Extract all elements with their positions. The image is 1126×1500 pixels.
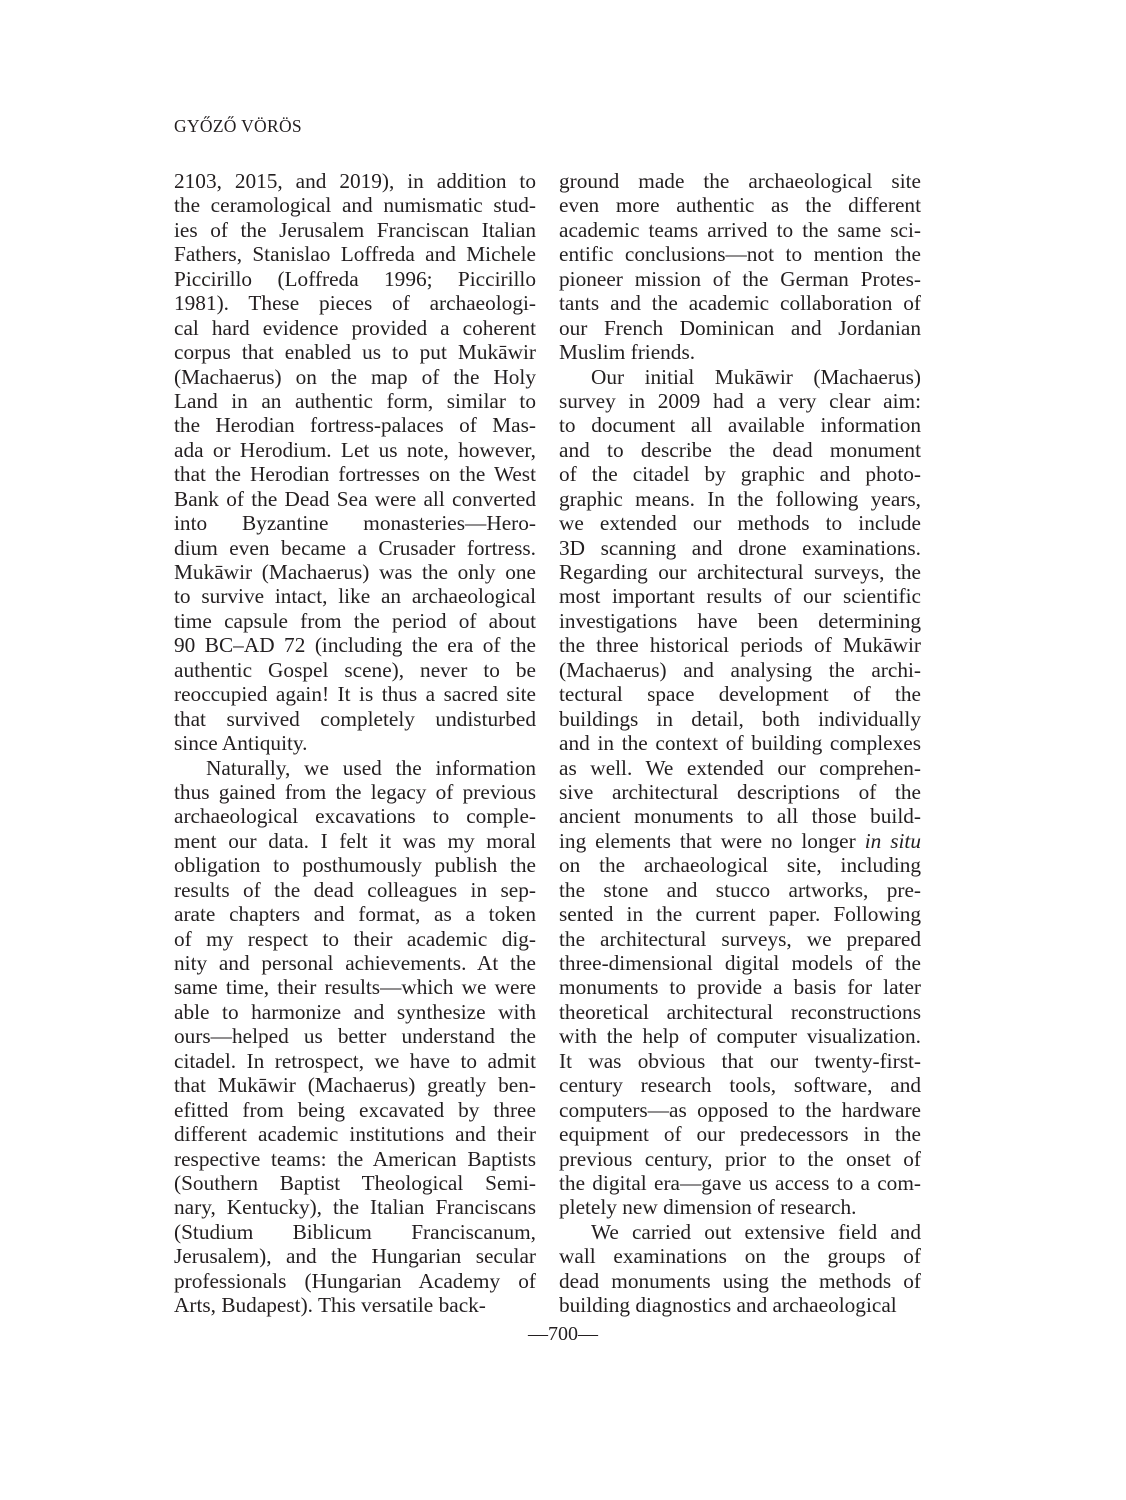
- text-line: citadel. In retrospect, we have to admit: [174, 1048, 536, 1073]
- right-column: [559, 169, 921, 1318]
- text-line: building diagnostics and archaeological: [559, 1293, 897, 1318]
- text-line: Muslim friends.: [559, 340, 696, 365]
- text-line: able to harmonize and synthesize with: [174, 999, 536, 1024]
- text-line: Our initial Mukāwir (Machaerus): [591, 364, 921, 389]
- text-line: pletely new dimension of research.: [559, 1195, 857, 1220]
- text-line: same time, their results—which we were: [174, 975, 536, 1000]
- text-line: our French Dominican and Jordanian: [559, 315, 921, 340]
- text-line: theoretical architectural reconstructions: [559, 999, 921, 1024]
- text-line: tectural space development of the: [559, 682, 921, 707]
- text-line: pioneer mission of the German Protes-: [559, 266, 921, 291]
- page-number: —700—: [528, 1323, 598, 1345]
- text-line: ment our data. I felt it was my moral: [174, 828, 536, 853]
- text-line: It was obvious that our twenty-first-: [559, 1048, 921, 1073]
- text-line: survey in 2009 had a very clear aim:: [559, 388, 921, 413]
- text-line: thus gained from the legacy of previous: [174, 779, 536, 804]
- text-line: of the citadel by graphic and photo-: [559, 462, 921, 487]
- text-line: 90 BC–AD 72 (including the era of the: [174, 633, 536, 658]
- text-line: ours—helped us better understand the: [174, 1024, 536, 1049]
- text-line: 1981). These pieces of archaeologi-: [174, 291, 536, 316]
- text-line: obligation to posthumously publish the: [174, 853, 536, 878]
- text-line: to document all available information: [559, 413, 921, 438]
- running-head-author: GYŐZŐ VÖRÖS: [174, 116, 302, 136]
- text-line: (Southern Baptist Theological Semi-: [174, 1170, 536, 1195]
- text-line: Bank of the Dead Sea were all converted: [174, 486, 536, 511]
- text-line: cal hard evidence provided a coherent: [174, 315, 536, 340]
- text-line: sive architectural descriptions of the: [559, 779, 921, 804]
- text-line: investigations have been determining: [559, 608, 921, 633]
- text-line: Naturally, we used the information: [206, 755, 536, 780]
- text-line: Jerusalem), and the Hungarian secular: [174, 1244, 536, 1269]
- text-line: Arts, Budapest). This versatile back-: [174, 1293, 486, 1318]
- text-line: graphic means. In the following years,: [559, 486, 921, 511]
- text-line: reoccupied again! It is thus a sacred site: [174, 682, 536, 707]
- text-line: academic teams arrived to the same sci-: [559, 217, 921, 242]
- text-line: century research tools, software, and: [559, 1073, 921, 1098]
- text-line: into Byzantine monasteries—Hero-: [174, 511, 536, 536]
- text-line: arate chapters and format, as a token: [174, 902, 536, 927]
- text-line: the ceramological and numismatic stud-: [174, 193, 536, 218]
- text-line: Mukāwir (Machaerus) was the only one: [174, 560, 536, 584]
- text-line: corpus that enabled us to put Mukāwir: [174, 340, 536, 365]
- paragraph-continuation: [174, 169, 536, 756]
- text-line: nity and personal achievements. At the: [174, 951, 536, 975]
- text-line: results of the dead colleagues in sep-: [174, 877, 536, 902]
- text-line: (Machaerus) and analysing the archi-: [559, 657, 921, 682]
- text-line: Land in an authentic form, similar to: [174, 388, 536, 413]
- text-line: most important results of our scientific: [559, 584, 921, 609]
- text-line: that the Herodian fortresses on the West: [174, 462, 536, 487]
- text-line: with the help of computer visualization.: [559, 1024, 921, 1049]
- text-line: different academic institutions and their: [174, 1122, 536, 1147]
- text-line: wall examinations on the groups of: [559, 1244, 921, 1269]
- text-line: ies of the Jerusalem Franciscan Italian: [174, 217, 536, 242]
- text-line: on the archaeological site, including: [559, 853, 921, 878]
- text-line: the digital era—gave us access to a com-: [559, 1170, 921, 1195]
- text-line: ada or Herodium. Let us note, however,: [174, 437, 536, 462]
- text-line: nary, Kentucky), the Italian Franciscans: [174, 1195, 536, 1220]
- text-line: 2103, 2015, and 2019), in addition to: [174, 169, 536, 193]
- paragraph: [174, 756, 536, 1318]
- text-line: the stone and stucco artworks, pre-: [559, 877, 921, 902]
- text-line: (Studium Biblicum Franciscanum,: [174, 1219, 536, 1244]
- left-column: [174, 169, 536, 1318]
- text-line: ing elements that were no longer in situ: [559, 828, 921, 853]
- text-line: archaeological excavations to comple-: [174, 804, 536, 829]
- paragraph: [559, 365, 921, 1220]
- text-line: the Herodian fortress-palaces of Mas-: [174, 413, 536, 438]
- text-line: tants and the academic collaboration of: [559, 291, 921, 316]
- text-line: equipment of our predecessors in the: [559, 1122, 921, 1147]
- text-line: buildings in detail, both individually: [559, 706, 921, 731]
- text-line: entific conclusions—not to mention the: [559, 242, 921, 267]
- text-line: and to describe the dead monument: [559, 437, 921, 462]
- text-line: the three historical periods of Mukāwir: [559, 633, 921, 658]
- text-line: that Mukāwir (Machaerus) greatly ben-: [174, 1073, 536, 1098]
- text-line: Fathers, Stanislao Loffreda and Michele: [174, 242, 536, 267]
- text-line: (Machaerus) on the map of the Holy: [174, 364, 536, 389]
- text-line: the architectural surveys, we prepared: [559, 926, 921, 951]
- text-line: ancient monuments to all those build-: [559, 804, 921, 829]
- text-line: sented in the current paper. Following: [559, 902, 921, 927]
- text-line: dium even became a Crusader fortress.: [174, 535, 536, 560]
- text-line: Piccirillo (Loffreda 1996; Piccirillo: [174, 266, 536, 291]
- text-line: computers—as opposed to the hardware: [559, 1097, 921, 1122]
- text-line: we extended our methods to include: [559, 511, 921, 536]
- text-line: monuments to provide a basis for later: [559, 975, 921, 1000]
- text-line: respective teams: the American Baptists: [174, 1146, 536, 1171]
- text-line: We carried out extensive field and: [591, 1219, 921, 1244]
- text-line: Regarding our architectural surveys, the: [559, 560, 921, 584]
- text-line: three-dimensional digital models of the: [559, 951, 921, 975]
- text-line: dead monuments using the methods of: [559, 1268, 921, 1293]
- text-line: time capsule from the period of about: [174, 608, 536, 633]
- text-line: professionals (Hungarian Academy of: [174, 1268, 536, 1293]
- text-line: even more authentic as the different: [559, 193, 921, 218]
- text-line: efitted from being excavated by three: [174, 1097, 536, 1122]
- text-line: and in the context of building complexes: [559, 731, 921, 756]
- paragraph: [559, 1220, 921, 1318]
- paragraph-continuation: [559, 169, 921, 365]
- text-line: authentic Gospel scene), never to be: [174, 657, 536, 682]
- text-line: of my respect to their academic dig-: [174, 926, 536, 951]
- text-line: 3D scanning and drone examinations.: [559, 535, 921, 560]
- text-line: since Antiquity.: [174, 731, 308, 756]
- text-line: previous century, prior to the onset of: [559, 1146, 921, 1171]
- text-line: that survived completely undisturbed: [174, 706, 536, 731]
- text-line: as well. We extended our comprehen-: [559, 755, 921, 780]
- text-line: ground made the archaeological site: [559, 169, 921, 193]
- text-line: to survive intact, like an archaeological: [174, 584, 536, 609]
